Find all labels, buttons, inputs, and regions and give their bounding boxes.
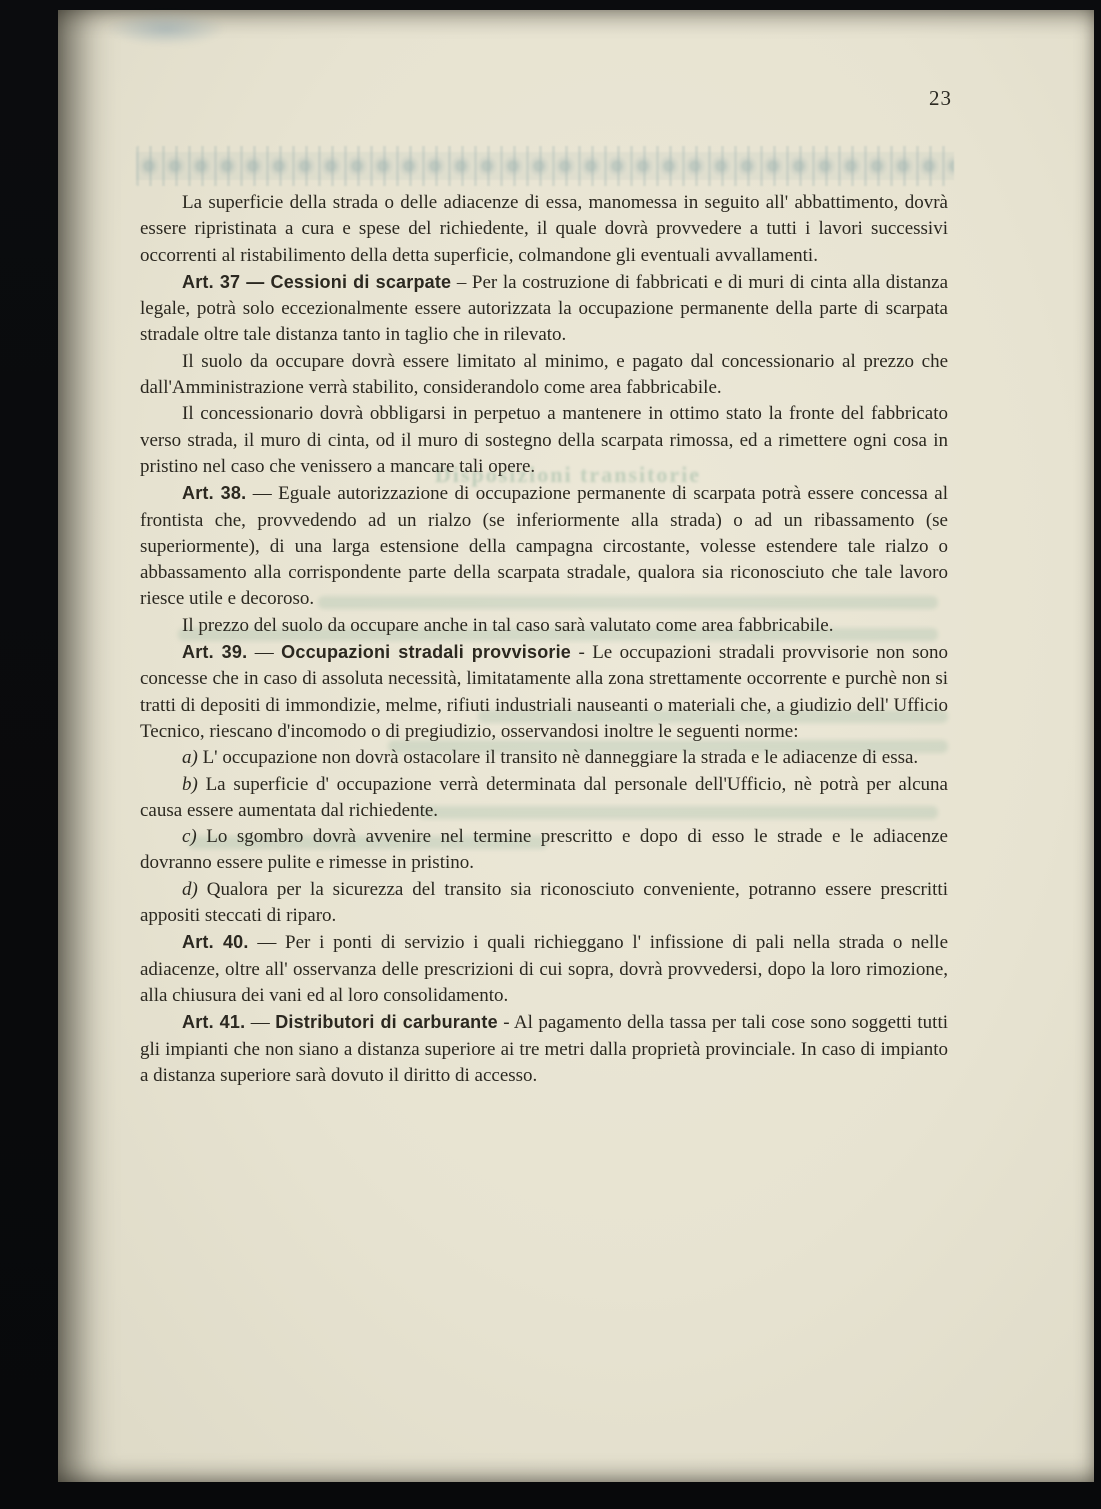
paragraph [140, 613, 948, 639]
text-segment: La superficie della strada o delle adiacenze di essa, manomessa in seguito all' abbattimento, dovrà essere ripristinata a cura e spese del richiedente, il quale dovrà provvedere a tutti i lavori successivi occorrenti al ristabilimento della detta superficie, colmandone gli eventuali avvallamenti. [140, 192, 948, 266]
bleed-through-text: Disposizioni transitorie [434, 462, 702, 487]
text-segment: — Per i ponti di servizio i quali richieggano l' infissione di pali nella strada o nelle adiacenze, oltre all' osservanza delle prescrizioni di cui sopra, dovrà provvedersi, dopo la loro rimozione, alla chiusura dei vani ed al loro consolidamento. [140, 932, 948, 1006]
article-heading: Occupazioni stradali provvisorie [281, 642, 572, 663]
text-segment: — [245, 1012, 276, 1034]
article-heading: Art. 40. [182, 932, 249, 953]
list-letter: c) [182, 826, 197, 848]
document-body [140, 190, 948, 1089]
article-heading: Art. 37 — Cessioni di scarpate [182, 271, 452, 292]
text-segment: – Per la costruzione di fabbricati e di muri di cinta alla distanza legale, potrà solo eccezionalmente essere autorizzata la occupazione permanente della parte di scarpata stradale oltre tale distanza tanto in taglio che in rilevato. [140, 271, 948, 346]
paragraph [140, 877, 948, 930]
paragraph [140, 772, 948, 825]
text-segment: Lo sgombro dovrà avvenire nel termine prescritto e dopo di esso le strade e le adiacenze dovranno essere pulite e rimesse in pristino. [140, 826, 948, 874]
text-segment: L' occupazione non dovrà ostacolare il transito nè danneggiare la strada e le adiacenze di essa. [197, 747, 919, 769]
article-heading: Distributori di carburante [275, 1012, 498, 1033]
text-segment: — Eguale autorizzazione di occupazione permanente di scarpata potrà essere concessa al frontista che, provvedendo ad un rialzo (se inferiormente alla strada) o ad un ribassamento (se superiormente), di una larga estensione della campagna circostante, volesse estendere tale rialzo o abbassamento alla corrispondente parte della scarpata stradale, qualora sia riconosciuto che tale lavoro riesce utile e decoroso. [140, 483, 948, 610]
text-segment: — [247, 642, 282, 664]
paragraph [140, 1009, 948, 1089]
paragraph [140, 349, 948, 402]
paragraph [140, 929, 948, 1009]
ornament-band [136, 146, 954, 186]
paragraph [140, 639, 948, 745]
text-segment: Il suolo da occupare dovrà essere limitato al minimo, e pagato dal concessionario al prezzo che dall'Amministrazione verrà stabilito, considerandolo come area fabbricabile. [140, 350, 948, 399]
paragraph [140, 190, 948, 269]
paragraph [140, 824, 948, 877]
article-heading: Art. 41. [182, 1012, 246, 1033]
list-letter: a) [182, 747, 198, 769]
text-segment: Il prezzo del suolo da occupare anche in tal caso sarà valutato come area fabbricabile. [182, 614, 834, 636]
article-heading: Art. 39. [182, 642, 248, 663]
text-segment: La superficie d' occupazione verrà determinata dal personale dell'Ufficio, nè potrà per alcuna causa essere aumentata dal richiedente. [140, 773, 948, 821]
article-heading: Art. 38. [182, 483, 247, 504]
paragraph [140, 269, 948, 349]
paragraph [140, 401, 948, 480]
text-segment: Qualora per la sicurezza del transito sia riconosciuto conveniente, potranno essere prescritti appositi steccati di riparo. [140, 878, 948, 927]
list-letter: d) [182, 878, 198, 900]
text-segment: - Al pagamento della tassa per tali cose sono soggetti tutti gli impianti che non siano a distanza superiore ai tre metri dalla proprietà provinciale. In caso di impianto a distanza superiore sarà dovuto il diritto di accesso. [140, 1012, 948, 1086]
page [58, 10, 1094, 1482]
text-segment: - Le occupazioni stradali provvisorie non sono concesse che in caso di assoluta necessità, limitatamente alla zona strettamente occorrente e purchè non si tratti di depositi di immondizie, melme, rifiuti industriali nauseanti o materiali che, a giudizio dell' Ufficio Tecnico, riescano d'incomodo o di pregiudizio, osservandosi inoltre le seguenti norme: [140, 642, 949, 742]
page-number: 23 [929, 86, 952, 110]
text-segment: Il concessionario dovrà obbligarsi in perpetuo a mantenere in ottimo stato la fronte del fabbricato verso strada, il muro di cinta, od il muro di sostegno della scarpata rimossa, ed a rimettere ogni cosa in pristino nel caso che venissero a mancare tali opere. [140, 403, 948, 477]
paragraph [140, 745, 948, 771]
paragraph [140, 480, 948, 612]
list-letter: b) [182, 773, 198, 795]
scan-smudge [106, 12, 226, 46]
